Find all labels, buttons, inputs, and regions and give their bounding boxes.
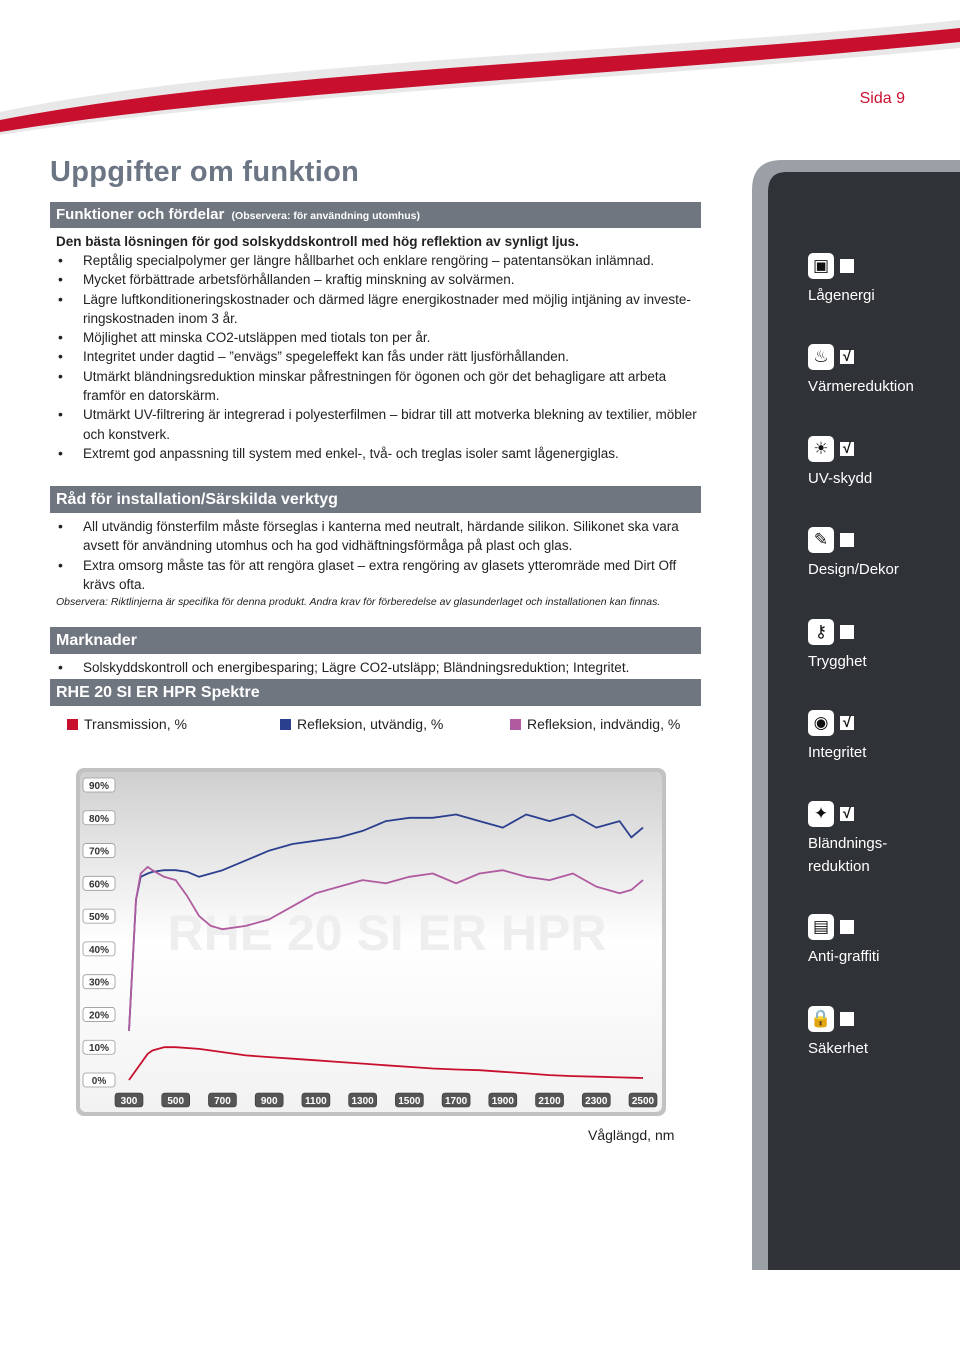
feature-label: UV-skydd [808, 470, 873, 487]
section-bar-features [50, 202, 701, 228]
feature-icons [808, 252, 875, 280]
legend-item-reflection-outer [280, 716, 443, 732]
legend-swatch [280, 719, 291, 730]
list-item: • Mycket förbättrade arbetsförhållanden – kraftig minskning av solvärmen. [56, 270, 702, 289]
x-tick-label: 500 [167, 1096, 185, 1107]
feature-thermometer-person [808, 343, 914, 398]
feature-icons [808, 343, 914, 371]
markets-content [56, 658, 702, 677]
section-heading: Råd för installation/Särskilda verktyg [56, 491, 338, 508]
section-heading: Funktioner och fördelar [56, 206, 225, 223]
spectrum-chart [0, 760, 700, 1125]
x-tick-label: 700 [214, 1096, 231, 1107]
y-tick-label: 70% [88, 846, 110, 858]
feature-label: Säkerhet [808, 1040, 869, 1057]
installation-content [56, 517, 702, 609]
section-bar-installation [50, 486, 701, 513]
feature-label: Integritet [808, 744, 867, 761]
chart-watermark: RHE 20 SI ER HPR [167, 905, 607, 961]
section-heading: RHE 20 SI ER HPR Spektre [56, 684, 260, 701]
feature-icons [808, 1005, 868, 1033]
sun-icon: ☀ [808, 436, 834, 462]
y-tick-label: 50% [88, 912, 110, 924]
checked-box-icon: √ [840, 716, 854, 730]
markets-list [56, 658, 702, 677]
feature-glare [808, 800, 887, 878]
list-item: • All utvändig fönsterfilm måste förseglas i kanterna med neutralt, härdande silikon. Silikonet ska vara avsett för användning utomhus och ha god vidhäftningsförmåga på plast och glas. [56, 517, 702, 556]
y-tick-label: 40% [88, 944, 110, 956]
list-item: • Utmärkt UV-filtrering är integrerad i polyesterfilmen – bidrar till att motverka blekning av textilier, möbler och konstverk. [56, 405, 702, 444]
page-title: Uppgifter om funktion [50, 156, 360, 188]
list-item: • Lägre luftkonditioneringskostnader och därmed lägre energikostnader med möjlig intjäning av investe-ringskostnaden inom 3 år. [56, 290, 702, 329]
feature-paint [808, 526, 899, 581]
footer-line-2: Version 1.00.0210 Med ensamrätt och reservation för fel. ©2010 by CPFilms. www.LLumar.com [394, 1295, 880, 1307]
thermometer-person-icon: ♨ [808, 344, 834, 370]
lock-icon: 🔒 [808, 1006, 834, 1032]
list-item: • Extra omsorg måste tas för att rengöra glaset – extra rengöring av glasets ytteromräde med Dirt Off krävs ofta. [56, 556, 702, 595]
list-item: • Utmärkt bländningsreduktion minskar påfrestningen för ögonen och gör det behagligare att arbeta framför en datorskärm. [56, 367, 702, 406]
x-tick-label: 1900 [491, 1096, 514, 1107]
unchecked-box-icon [840, 259, 854, 273]
x-tick-label: 1300 [351, 1096, 374, 1107]
x-tick-label: 2300 [585, 1096, 608, 1107]
installation-list [56, 517, 702, 594]
y-tick-label: 0% [91, 1076, 107, 1087]
section-bar-spectra [50, 679, 701, 706]
feature-label: Anti-graffiti [808, 948, 880, 965]
paint-icon: ✎ [808, 527, 834, 553]
feature-icons [808, 435, 872, 463]
section-heading-note: (Observera: för användning utomhus) [231, 210, 420, 222]
checked-box-icon: √ [840, 807, 854, 821]
legend-swatch [510, 719, 521, 730]
feature-label: Bländnings- reduktion [808, 835, 888, 875]
feature-label: Värmereduktion [808, 378, 914, 395]
list-item: • Extremt god anpassning till system med enkel-, två- och treglas isoler samt lågenergiglas. [56, 444, 702, 463]
legend-label: Refleksion, indvändig, % [527, 716, 681, 732]
list-item: • Integritet under dagtid – ”envägs” spegeleffekt kan fås under rätt ljusförhållanden. [56, 347, 702, 366]
x-tick-label: 900 [260, 1096, 278, 1107]
unchecked-box-icon [840, 625, 854, 639]
spray-icon: ▤ [808, 914, 834, 940]
feature-icons [808, 709, 866, 737]
section-bar-markets [50, 627, 701, 654]
feature-spray [808, 913, 879, 968]
y-tick-label: 80% [88, 813, 110, 825]
unchecked-box-icon [840, 1012, 854, 1026]
feature-spy [808, 709, 866, 764]
x-axis-label: Våglängd, nm [588, 1127, 675, 1143]
list-item: • Solskyddskontroll och energibesparing; Lägre CO2-utsläpp; Bländningsreduktion; Integritet. [56, 658, 702, 677]
header-swoosh [0, 0, 960, 150]
feature-lock [808, 1005, 868, 1060]
page-number: Sida 9 [859, 90, 905, 107]
feature-window [808, 252, 875, 307]
unchecked-box-icon [840, 533, 854, 547]
legend-label: Transmission, % [84, 716, 187, 732]
legend-label: Refleksion, utvändig, % [297, 716, 444, 732]
legend-item-reflection-inner [510, 716, 680, 732]
feature-icons [808, 618, 867, 646]
y-tick-label: 10% [88, 1043, 110, 1055]
y-tick-label: 20% [88, 1010, 110, 1022]
x-tick-label: 1700 [444, 1096, 468, 1107]
feature-icons [808, 913, 879, 941]
glare-icon: ✦ [808, 801, 834, 827]
section-heading: Marknader [56, 632, 137, 649]
feature-label: Trygghet [808, 653, 867, 670]
feature-icons [808, 526, 899, 554]
list-item: • Möjlighet att minska CO2-utsläppen med tiotals ton per år. [56, 328, 702, 347]
y-tick-label: 90% [88, 781, 110, 792]
footer [300, 1277, 880, 1309]
unchecked-box-icon [840, 920, 854, 934]
x-tick-label: 2100 [538, 1096, 561, 1107]
feature-label: Design/Dekor [808, 561, 899, 578]
x-tick-label: 2500 [631, 1096, 655, 1107]
x-tick-label: 1500 [398, 1096, 421, 1107]
lead-text: Den bästa lösningen för god solskyddskontroll med hög reflektion av synligt ljus. [56, 234, 579, 249]
installation-note: Observera: Riktlinjerna är specifika för denna produkt. Andra krav för förberedelse av glasunderlaget och installationen kan finnas. [56, 596, 661, 609]
features-content [56, 233, 702, 463]
features-list [56, 251, 702, 463]
footer-line-1: Alla värden på de tekniska parametrarna bestäms av tillverkaren och oberoende testlaboratorier. [389, 1279, 880, 1291]
spy-icon: ◉ [808, 710, 834, 736]
checked-box-icon: √ [840, 350, 854, 364]
legend-swatch [67, 719, 78, 730]
x-tick-label: 1100 [305, 1096, 327, 1107]
key-icon: ⚷ [808, 619, 834, 645]
feature-icons [808, 800, 887, 828]
feature-key [808, 618, 867, 673]
checked-box-icon: √ [840, 442, 854, 456]
x-tick-label: 300 [120, 1096, 138, 1107]
feature-label: Lågenergi [808, 287, 875, 304]
feature-sun [808, 435, 872, 490]
y-tick-label: 30% [88, 977, 110, 989]
y-tick-label: 60% [88, 879, 110, 891]
list-item: • Reptålig specialpolymer ger längre hållbarhet och enklare rengöring – patentansökan inlämnad. [56, 251, 702, 270]
window-icon: ▣ [808, 253, 834, 279]
legend-item-transmission [67, 716, 187, 732]
